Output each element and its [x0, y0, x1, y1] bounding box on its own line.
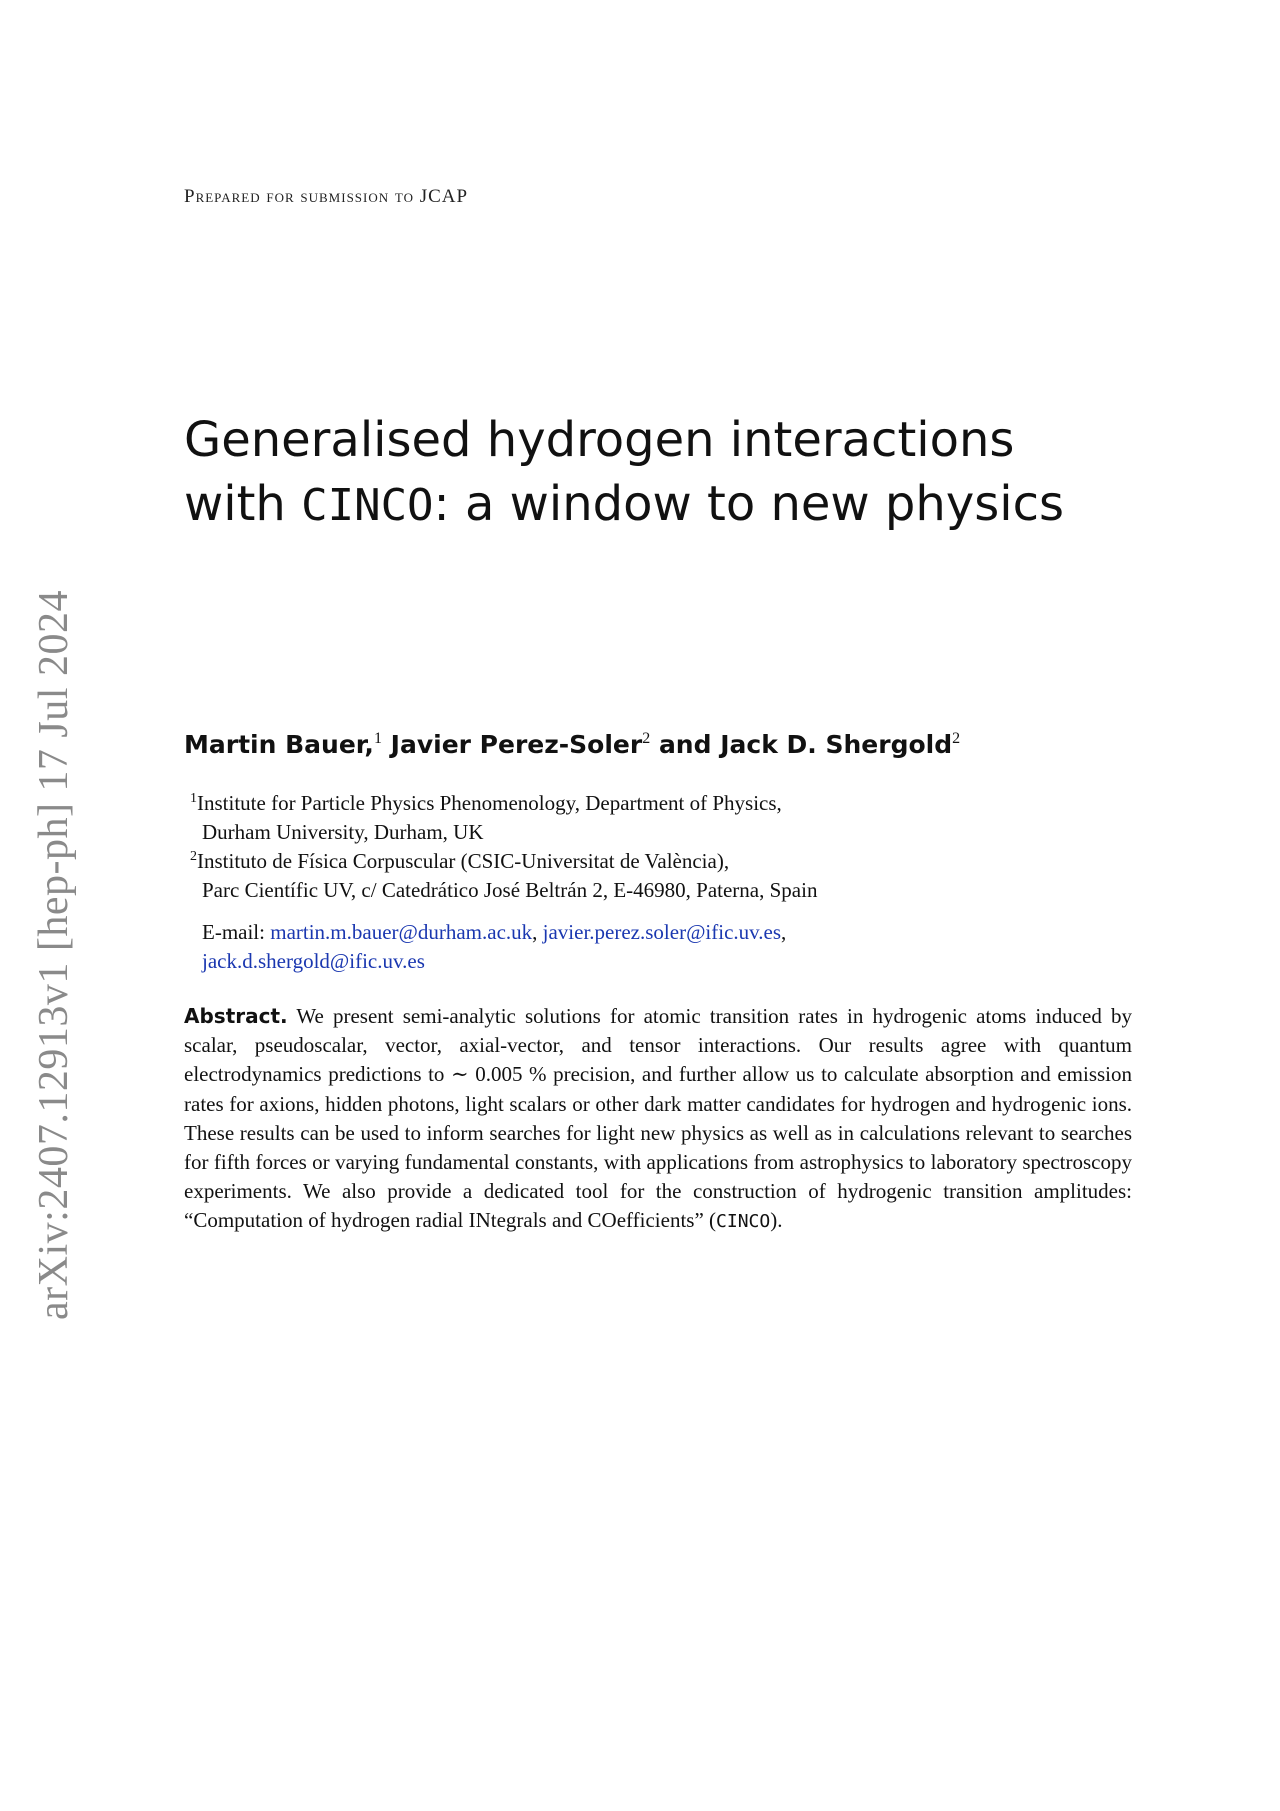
abstract: [184, 1002, 1132, 1237]
submission-note: Prepared for submission to JCAP: [184, 186, 469, 207]
affiliation-2: [190, 842, 1090, 905]
affiliation-line: Instituto de Física Corpuscular (CSIC-Universitat de València),: [197, 849, 730, 873]
abstract-code-name: CINCO: [716, 1211, 771, 1233]
email-link[interactable]: martin.m.bauer@durham.ac.uk: [270, 920, 533, 944]
arxiv-identifier: arXiv:2407.12913v1 [hep-ph] 17 Jul 2024: [31, 590, 78, 1320]
email-link[interactable]: javier.perez.soler@ific.uv.es: [542, 920, 782, 944]
email-block: E-mail: martin.m.bauer@durham.ac.uk, javier.perez.soler@ific.uv.es, jack.d.shergold@ific.uv.es: [202, 920, 787, 973]
abstract-label: Abstract.: [184, 1004, 288, 1028]
affiliation-1: [190, 784, 1090, 847]
author-affiliation-mark: 2: [952, 730, 961, 747]
affiliation-mark: 1: [190, 791, 197, 806]
affiliation-line: Durham University, Durham, UK: [202, 820, 484, 844]
title-code-name: CINCO: [301, 480, 434, 531]
author-list: [184, 730, 960, 759]
author-affiliation-mark: 1: [373, 730, 382, 747]
affiliation-mark: 2: [190, 849, 197, 864]
affiliation-line: Parc Científic UV, c/ Catedrático José Beltrán 2, E-46980, Paterna, Spain: [202, 878, 818, 902]
abstract-text: We present semi-analytic solutions for atomic transition rates in hydrogenic atoms induced by scalar, pseudoscalar, vector, axial-vector, and tensor interactions. Our results agree with quantum electrodynamics predictions to ∼ 0.005 % precision, and further allow us to calculate absorption and emission rates for axions, hidden photons, light scalars or other dark matter candidates for hydrogen and hydrogenic ions. These results can be used to inform searches for light new physics as well as in calculations relevant to searches for fifth forces or varying fundamental constants, with applications from astrophysics to laboratory spectroscopy experiments. We also provide a dedicated tool for the construction of hydrogenic transition amplitudes: “Computation of hydrogen radial INtegrals and COefficients” (: [184, 1004, 1132, 1233]
author-name: Javier Perez-Soler: [390, 730, 643, 759]
author-name: Jack D. Shergold: [720, 730, 953, 759]
arxiv-sidebar-stamp: [24, 575, 84, 1335]
abstract-end: ).: [770, 1208, 783, 1233]
author-name: Martin Bauer,: [184, 730, 374, 759]
author-conjunction: and: [658, 730, 712, 759]
email-link[interactable]: jack.d.shergold@ific.uv.es: [202, 949, 425, 973]
author-affiliation-mark: 2: [642, 730, 651, 747]
email-label: E-mail:: [202, 920, 265, 944]
title-part-1: Generalised hydrogen interactions with: [184, 412, 1015, 532]
title-part-2: : a window to new physics: [433, 476, 1064, 532]
affiliation-line: Institute for Particle Physics Phenomenology, Department of Physics,: [197, 791, 782, 815]
paper-title: [184, 408, 1124, 538]
